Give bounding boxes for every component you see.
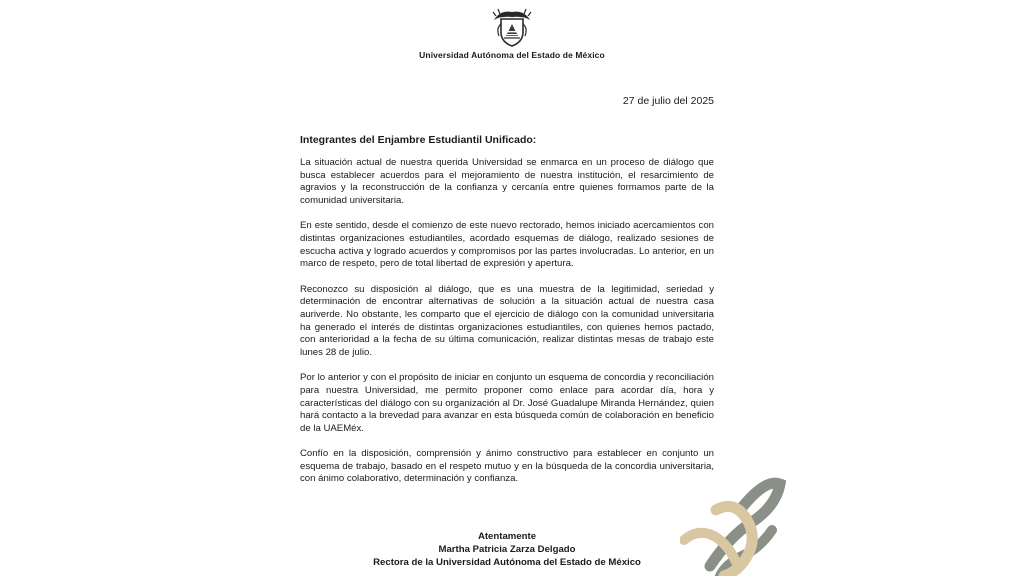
paragraph: Por lo anterior y con el propósito de iniciar en conjunto un esquema de concordia y reconciliación para nuestra Universidad, me permito proponer como enlace para acordar día, hora y características del diálogo con su organización al Dr. José Guadalupe Miranda Hernández, quien hará contacto a la brevedad para avanzar en esta búsqueda común de colaboración en beneficio de la UAEMéx. <box>300 372 714 434</box>
signer-title: Rectora de la Universidad Autónoma del Estado de México <box>373 557 641 568</box>
paragraph: Confío en la disposición, comprensión y ánimo constructivo para establecer en conjunto un esquema de trabajo, basado en el respeto mutuo y en la búsqueda de la concordia universitaria, con ánimo colaborativo, determinación y confianza. <box>300 448 714 485</box>
addressee-line: Integrantes del Enjambre Estudiantil Unificado: <box>300 134 537 146</box>
closing-text: Atentamente <box>477 531 537 542</box>
letter-date: 27 de julio del 2025 <box>622 95 714 107</box>
paragraph: La situación actual de nuestra querida Universidad se enmarca en un proceso de diálogo que busca establecer acuerdos para el mejoramiento de nuestra institución, el resarcimiento de agravios y la reconstrucción de la confianza y cercanía entre quienes formamos parte de la comunidad universitaria. <box>300 157 714 206</box>
university-name: Universidad Autónoma del Estado de México <box>419 50 605 60</box>
letter-body <box>300 157 714 499</box>
signer-name: Martha Patricia Zarza Delgado <box>438 544 576 555</box>
signature-block <box>0 530 1014 569</box>
ribbon-decoration <box>680 470 790 576</box>
paragraph: En este sentido, desde el comienzo de este nuevo rectorado, hemos iniciado acercamientos con distintas organizaciones estudiantiles, acordado esquemas de diálogo, realizado sesiones de escucha activa y logrado acuerdos y compromisos por las partes involucradas. Lo anterior, en un marco de respeto, pero de total libertad de expresión y apertura. <box>300 220 714 270</box>
letterhead <box>0 6 1024 60</box>
paragraph: Reconozco su disposición al diálogo, que es una muestra de la legitimidad, seriedad y determinación de encontrar alternativas de solución a la situación actual de nuestra casa auriverde. No obstante, les comparto que el ejercicio de diálogo con la comunidad universitaria ha generado el interés de distintas organizaciones estudiantiles, con quienes hemos pactado, con anterioridad a la fecha de su última comunicación, realizar distintas mesas de trabajo este lunes 28 de julio. <box>300 283 714 358</box>
uaemex-crest-icon <box>490 6 534 48</box>
